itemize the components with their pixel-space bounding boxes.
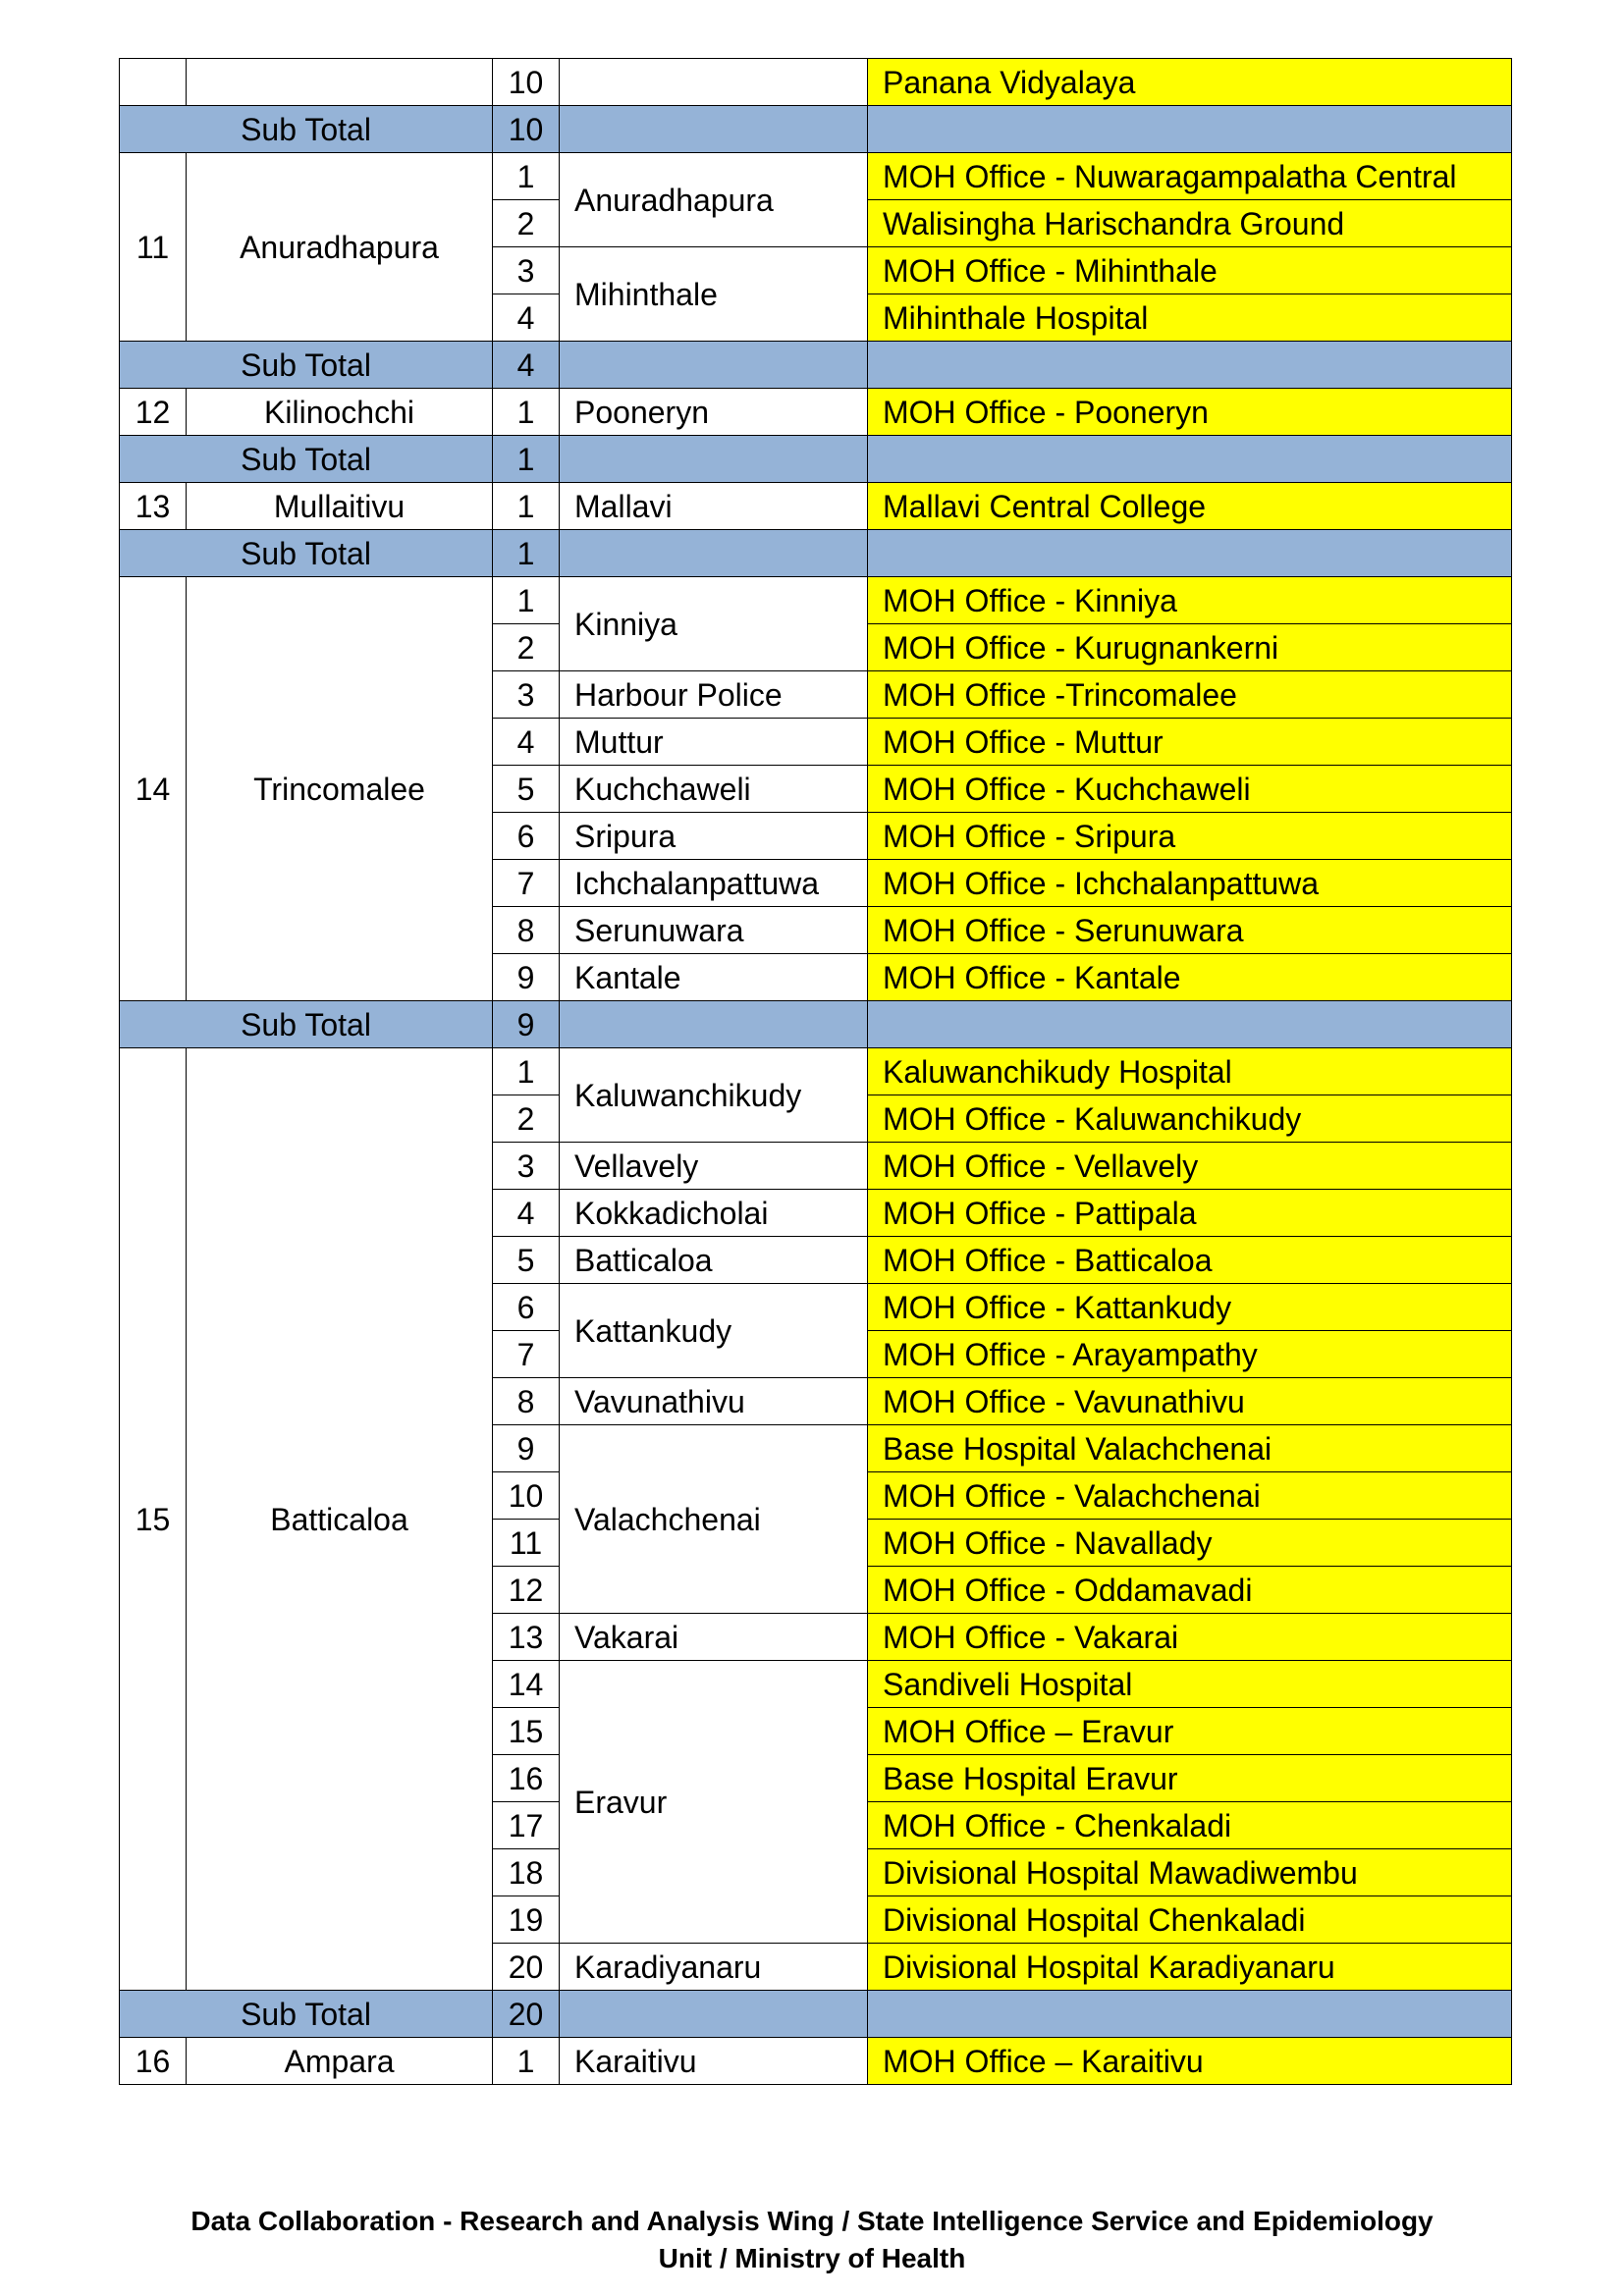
location-cell: MOH Office - Sripura	[868, 813, 1512, 860]
location-cell: MOH Office - Kinniya	[868, 577, 1512, 624]
subtotal-blank	[868, 436, 1512, 483]
centre-number-cell: 4	[493, 719, 560, 766]
moh-area-cell: Kinniya	[560, 577, 868, 671]
location-cell: MOH Office - Vellavely	[868, 1143, 1512, 1190]
location-cell: MOH Office – Eravur	[868, 1708, 1512, 1755]
location-cell: MOH Office - Pattipala	[868, 1190, 1512, 1237]
centre-number-cell: 11	[493, 1520, 560, 1567]
moh-area-cell: Serunuwara	[560, 907, 868, 954]
centre-number-cell: 1	[493, 389, 560, 436]
page-footer	[0, 2203, 1624, 2277]
district-name-cell: Batticaloa	[187, 1048, 493, 1991]
location-cell: MOH Office - Muttur	[868, 719, 1512, 766]
moh-area-cell: Valachchenai	[560, 1425, 868, 1614]
centre-number-cell: 1	[493, 2038, 560, 2085]
moh-area-cell: Vavunathivu	[560, 1378, 868, 1425]
centre-number-cell: 3	[493, 671, 560, 719]
location-cell: MOH Office - Vakarai	[868, 1614, 1512, 1661]
centre-number-cell: 5	[493, 766, 560, 813]
centre-number-cell: 8	[493, 1378, 560, 1425]
moh-area-cell: Sripura	[560, 813, 868, 860]
centre-number-cell: 4	[493, 294, 560, 342]
moh-area-cell: Kantale	[560, 954, 868, 1001]
district-number-cell: 12	[120, 389, 187, 436]
subtotal-row	[120, 342, 1512, 389]
moh-area-cell: Pooneryn	[560, 389, 868, 436]
location-cell: MOH Office – Karaitivu	[868, 2038, 1512, 2085]
subtotal-count: 9	[493, 1001, 560, 1048]
subtotal-blank	[868, 1991, 1512, 2038]
table-row	[120, 2038, 1512, 2085]
moh-area-cell: Karaitivu	[560, 2038, 868, 2085]
moh-area-cell: Vellavely	[560, 1143, 868, 1190]
location-cell: MOH Office - Navallady	[868, 1520, 1512, 1567]
subtotal-blank	[560, 1001, 868, 1048]
location-cell: MOH Office - Serunuwara	[868, 907, 1512, 954]
moh-area-cell: Ichchalanpattuwa	[560, 860, 868, 907]
district-number-cell: 13	[120, 483, 187, 530]
location-cell: MOH Office - Kurugnankerni	[868, 624, 1512, 671]
moh-area-cell: Kuchchaweli	[560, 766, 868, 813]
subtotal-row	[120, 106, 1512, 153]
location-cell: Base Hospital Eravur	[868, 1755, 1512, 1802]
centre-number-cell: 16	[493, 1755, 560, 1802]
location-cell: MOH Office - Vavunathivu	[868, 1378, 1512, 1425]
district-name-cell	[187, 59, 493, 106]
centre-number-cell: 10	[493, 59, 560, 106]
table-body	[120, 59, 1512, 2085]
footer-line-2: Unit / Ministry of Health	[658, 2243, 966, 2273]
moh-area-cell: Kaluwanchikudy	[560, 1048, 868, 1143]
subtotal-blank	[868, 1001, 1512, 1048]
district-number-cell: 11	[120, 153, 187, 342]
moh-area-cell: Batticaloa	[560, 1237, 868, 1284]
district-name-cell: Mullaitivu	[187, 483, 493, 530]
table-row	[120, 389, 1512, 436]
centre-number-cell: 1	[493, 1048, 560, 1095]
district-name-cell: Ampara	[187, 2038, 493, 2085]
location-cell: MOH Office - Kattankudy	[868, 1284, 1512, 1331]
centre-number-cell: 2	[493, 624, 560, 671]
subtotal-blank	[868, 342, 1512, 389]
vaccination-centres-table	[119, 58, 1512, 2085]
location-cell: Divisional Hospital Chenkaladi	[868, 1896, 1512, 1944]
centre-number-cell: 4	[493, 1190, 560, 1237]
subtotal-count: 10	[493, 106, 560, 153]
subtotal-blank	[868, 530, 1512, 577]
location-cell: MOH Office - Mihinthale	[868, 247, 1512, 294]
centre-number-cell: 17	[493, 1802, 560, 1849]
table-row	[120, 1048, 1512, 1095]
centre-number-cell: 20	[493, 1944, 560, 1991]
centre-number-cell: 14	[493, 1661, 560, 1708]
location-cell: Base Hospital Valachchenai	[868, 1425, 1512, 1472]
centre-number-cell: 18	[493, 1849, 560, 1896]
location-cell: MOH Office - Pooneryn	[868, 389, 1512, 436]
subtotal-label: Sub Total	[120, 530, 493, 577]
location-cell: MOH Office - Kuchchaweli	[868, 766, 1512, 813]
location-cell: MOH Office - Ichchalanpattuwa	[868, 860, 1512, 907]
centre-number-cell: 2	[493, 1095, 560, 1143]
table-row	[120, 153, 1512, 200]
subtotal-row	[120, 436, 1512, 483]
location-cell: MOH Office - Chenkaladi	[868, 1802, 1512, 1849]
footer-line-1: Data Collaboration - Research and Analysis Wing / State Intelligence Service and Epidemiology	[190, 2206, 1434, 2236]
district-number-cell	[120, 59, 187, 106]
location-cell: MOH Office - Kantale	[868, 954, 1512, 1001]
subtotal-row	[120, 530, 1512, 577]
location-cell: Panana Vidyalaya	[868, 59, 1512, 106]
centre-number-cell: 9	[493, 1425, 560, 1472]
centre-number-cell: 1	[493, 483, 560, 530]
centre-number-cell: 9	[493, 954, 560, 1001]
subtotal-row	[120, 1001, 1512, 1048]
location-cell: MOH Office - Kaluwanchikudy	[868, 1095, 1512, 1143]
subtotal-label: Sub Total	[120, 1001, 493, 1048]
district-name-cell: Trincomalee	[187, 577, 493, 1001]
subtotal-row	[120, 1991, 1512, 2038]
subtotal-label: Sub Total	[120, 1991, 493, 2038]
centre-number-cell: 7	[493, 860, 560, 907]
subtotal-blank	[560, 342, 868, 389]
moh-area-cell: Kokkadicholai	[560, 1190, 868, 1237]
table-row	[120, 577, 1512, 624]
centre-number-cell: 6	[493, 813, 560, 860]
moh-area-cell: Mallavi	[560, 483, 868, 530]
centre-number-cell: 3	[493, 247, 560, 294]
moh-area-cell	[560, 59, 868, 106]
subtotal-label: Sub Total	[120, 436, 493, 483]
centre-number-cell: 19	[493, 1896, 560, 1944]
subtotal-blank	[560, 1991, 868, 2038]
subtotal-count: 1	[493, 530, 560, 577]
location-cell: MOH Office -Trincomalee	[868, 671, 1512, 719]
centre-number-cell: 10	[493, 1472, 560, 1520]
subtotal-count: 4	[493, 342, 560, 389]
centre-number-cell: 7	[493, 1331, 560, 1378]
subtotal-count: 1	[493, 436, 560, 483]
centre-number-cell: 8	[493, 907, 560, 954]
subtotal-blank	[560, 530, 868, 577]
moh-area-cell: Vakarai	[560, 1614, 868, 1661]
location-cell: Walisingha Harischandra Ground	[868, 200, 1512, 247]
location-cell: Divisional Hospital Mawadiwembu	[868, 1849, 1512, 1896]
district-name-cell: Kilinochchi	[187, 389, 493, 436]
centre-number-cell: 13	[493, 1614, 560, 1661]
district-name-cell: Anuradhapura	[187, 153, 493, 342]
moh-area-cell: Anuradhapura	[560, 153, 868, 247]
location-cell: MOH Office - Nuwaragampalatha Central	[868, 153, 1512, 200]
subtotal-label: Sub Total	[120, 342, 493, 389]
centre-number-cell: 12	[493, 1567, 560, 1614]
centre-number-cell: 15	[493, 1708, 560, 1755]
moh-area-cell: Mihinthale	[560, 247, 868, 342]
subtotal-blank	[868, 106, 1512, 153]
subtotal-blank	[560, 106, 868, 153]
location-cell: MOH Office - Valachchenai	[868, 1472, 1512, 1520]
centre-number-cell: 6	[493, 1284, 560, 1331]
centre-number-cell: 2	[493, 200, 560, 247]
district-number-cell: 15	[120, 1048, 187, 1991]
location-cell: Mihinthale Hospital	[868, 294, 1512, 342]
moh-area-cell: Kattankudy	[560, 1284, 868, 1378]
table-row	[120, 59, 1512, 106]
centre-number-cell: 5	[493, 1237, 560, 1284]
subtotal-label: Sub Total	[120, 106, 493, 153]
location-cell: MOH Office - Batticaloa	[868, 1237, 1512, 1284]
location-cell: Mallavi Central College	[868, 483, 1512, 530]
table-row	[120, 483, 1512, 530]
centre-number-cell: 1	[493, 577, 560, 624]
moh-area-cell: Harbour Police	[560, 671, 868, 719]
moh-area-cell: Muttur	[560, 719, 868, 766]
subtotal-count: 20	[493, 1991, 560, 2038]
location-cell: MOH Office - Arayampathy	[868, 1331, 1512, 1378]
location-cell: Divisional Hospital Karadiyanaru	[868, 1944, 1512, 1991]
subtotal-blank	[560, 436, 868, 483]
location-cell: Sandiveli Hospital	[868, 1661, 1512, 1708]
location-cell: Kaluwanchikudy Hospital	[868, 1048, 1512, 1095]
moh-area-cell: Karadiyanaru	[560, 1944, 868, 1991]
district-number-cell: 14	[120, 577, 187, 1001]
centre-number-cell: 1	[493, 153, 560, 200]
district-number-cell: 16	[120, 2038, 187, 2085]
location-cell: MOH Office - Oddamavadi	[868, 1567, 1512, 1614]
centre-number-cell: 3	[493, 1143, 560, 1190]
moh-area-cell: Eravur	[560, 1661, 868, 1944]
